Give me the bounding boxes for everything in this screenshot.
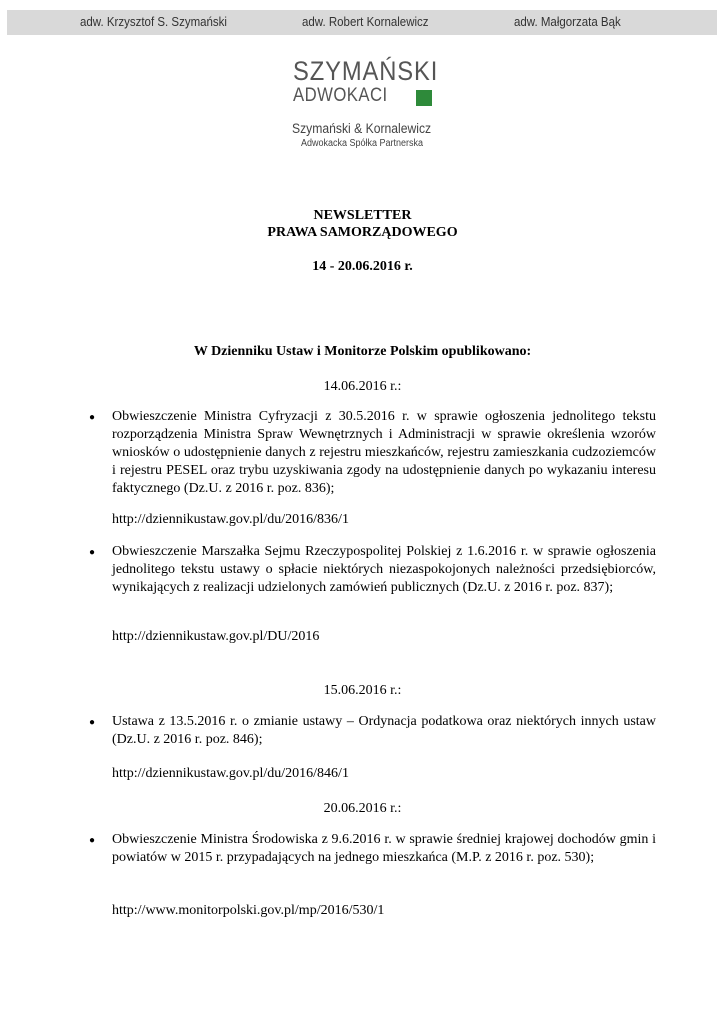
logo-subtitle: ADWOKACI	[293, 85, 388, 106]
bullet-icon: ●	[89, 412, 96, 423]
newsletter-title: NEWSLETTER	[313, 208, 412, 223]
intro-heading: W Dzienniku Ustaw i Monitorze Polskim opublikowano:	[193, 344, 532, 359]
lawyer-name: adw. Krzysztof S. Szymański	[80, 15, 227, 29]
section-date: 20.06.2016 r.:	[323, 801, 402, 816]
bullet-icon: ●	[89, 835, 96, 846]
newsletter-date-range: 14 - 20.06.2016 r.	[312, 259, 413, 274]
document-link[interactable]: http://www.monitorpolski.gov.pl/mp/2016/530/1	[112, 903, 385, 918]
list-item: Obwieszczenie Ministra Środowiska z 9.6.2016 r. w sprawie średniej krajowej dochodów gmin i powiatów w 2015 r. przypadających na jednego mieszkańca (M.P. z 2016 r. poz. 530);	[112, 832, 656, 865]
newsletter-subtitle: PRAWA SAMORZĄDOWEGO	[267, 225, 458, 240]
section-date: 15.06.2016 r.:	[323, 683, 402, 698]
list-item: Obwieszczenie Ministra Cyfryzacji z 30.5.2016 r. w sprawie ogłoszenia jednolitego tekstu rozporządzenia Ministra Spraw Wewnętrznych i Administracji w sprawie określenia wzorów wniosków o udostępnienie danych z rejestru mieszkańców, rejestru zamieszkania cudzoziemców i rejestru PESEL oraz trybu uzyskiwania zgody na udostępnienie danych po wykazaniu interesu faktycznego (Dz.U. z 2016 r. poz. 836);	[112, 409, 656, 496]
bullet-icon: ●	[89, 717, 96, 728]
section-date: 14.06.2016 r.:	[323, 379, 402, 394]
document-link[interactable]: http://dziennikustaw.gov.pl/du/2016/836/1	[112, 512, 349, 527]
logo-title: SZYMAŃSKI	[293, 56, 439, 86]
list-item: Obwieszczenie Marszałka Sejmu Rzeczypospolitej Polskiej z 1.6.2016 r. w sprawie ogłoszenia jednolitego tekstu ustawy o spłacie niektórych niezaspokojonych należności przedsiębiorców, wynikających z realizacji udzielonych zamówień publicznych (Dz.U. z 2016 r. poz. 837);	[112, 544, 656, 595]
document-link[interactable]: http://dziennikustaw.gov.pl/DU/2016	[112, 629, 320, 644]
firm-name: Szymański & Kornalewicz	[292, 121, 432, 136]
firm-type: Adwokacka Spółka Partnerska	[301, 138, 424, 149]
list-item: Ustawa z 13.5.2016 r. o zmianie ustawy – Ordynacja podatkowa oraz niektórych innych ustaw (Dz.U. z 2016 r. poz. 846);	[112, 714, 656, 747]
lawyer-name: adw. Robert Kornalewicz	[302, 15, 429, 29]
bullet-icon: ●	[89, 547, 96, 558]
document-link[interactable]: http://dziennikustaw.gov.pl/du/2016/846/1	[112, 766, 349, 781]
logo-square-icon	[416, 90, 432, 106]
lawyer-name: adw. Małgorzata Bąk	[514, 15, 621, 29]
